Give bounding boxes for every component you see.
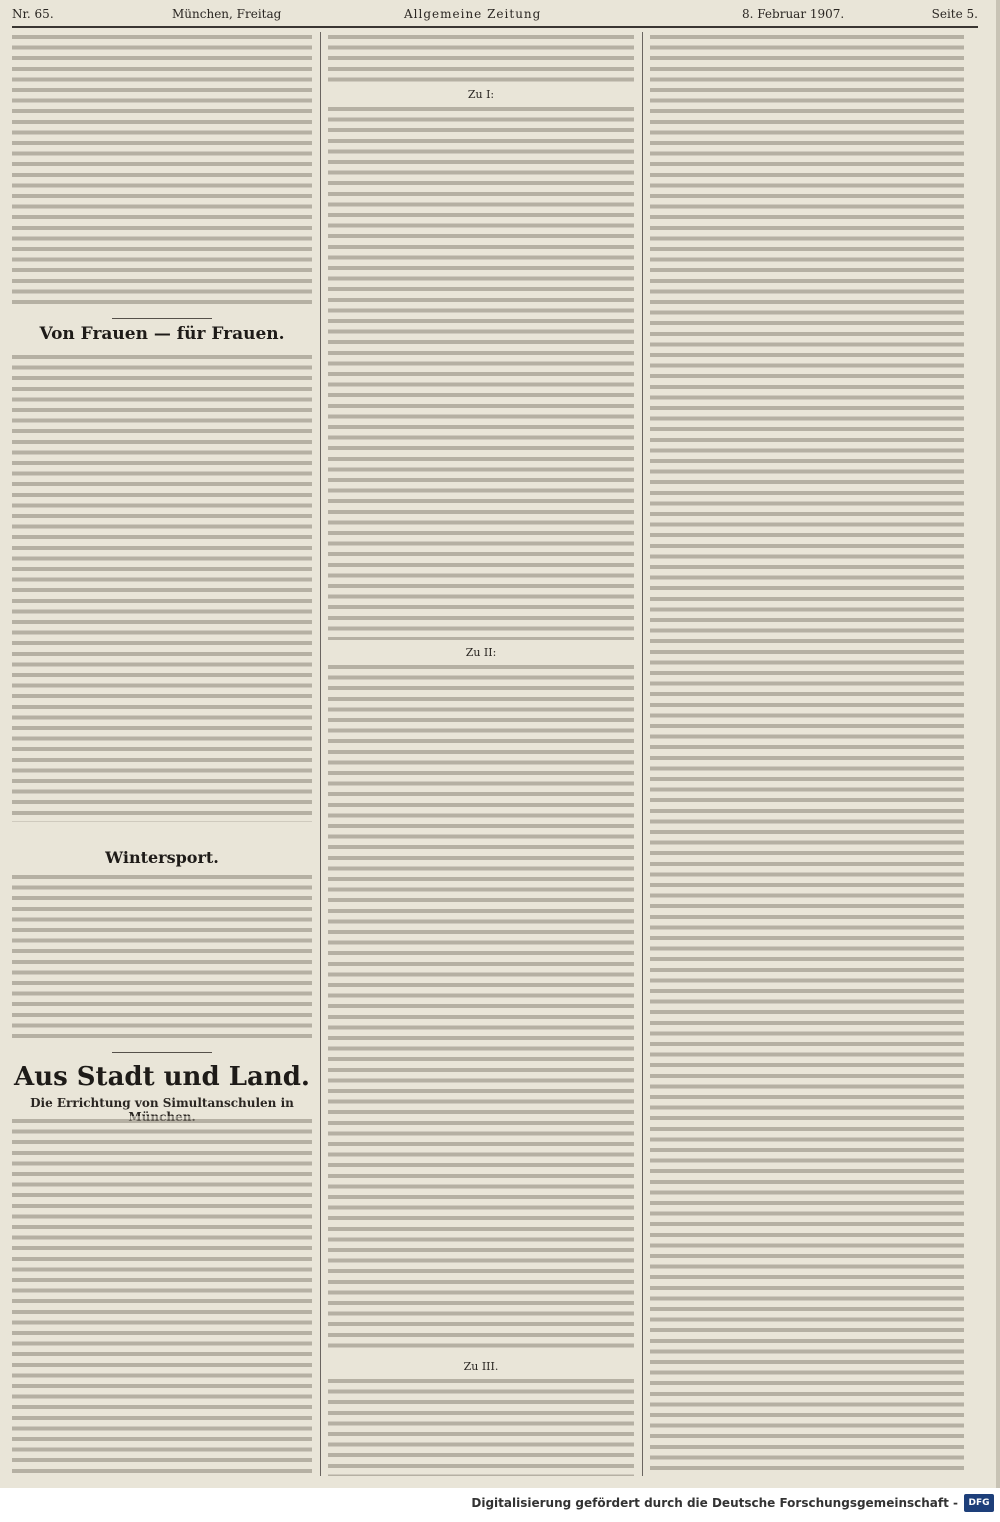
text-block [650,32,964,1476]
masthead [12,4,978,28]
text-block [12,352,312,822]
text-block [328,1376,634,1476]
page-number: Seite 5. [931,7,978,21]
column-1 [12,32,312,1476]
section-divider [112,1052,212,1053]
issue-number: Nr. 65. [12,7,54,21]
newspaper-title: Allgemeine Zeitung [404,7,542,21]
subsection-heading: Zu II: [328,646,634,659]
place-and-weekday: München, Freitag [172,7,282,21]
digitization-footer [0,1488,1000,1522]
text-block [12,1116,312,1476]
column-3 [650,32,964,1476]
text-block [328,104,634,640]
section-divider [112,318,212,319]
funding-notice: Digitalisierung gefördert durch die Deutsche Forschungsgemeinschaft - [471,1496,958,1510]
text-block [12,32,312,310]
text-block [12,872,312,1044]
text-block [328,662,634,1354]
section-heading-wintersport: Wintersport. [12,848,312,867]
dfg-logo: DFG [964,1494,994,1512]
issue-date: 8. Februar 1907. [742,7,845,21]
section-heading-frauen: Von Frauen — für Frauen. [12,324,312,344]
section-heading-aus-stadt-und-land: Aus Stadt und Land. [12,1062,312,1092]
subsection-heading: Zu I: [328,88,634,101]
subsection-heading: Zu III. [328,1360,634,1373]
column-divider [642,32,643,1476]
column-2 [328,32,634,1476]
text-block [328,32,634,82]
article-subheading: Die Errichtung von Simultanschulen in [12,1096,312,1124]
column-divider [320,32,321,1476]
